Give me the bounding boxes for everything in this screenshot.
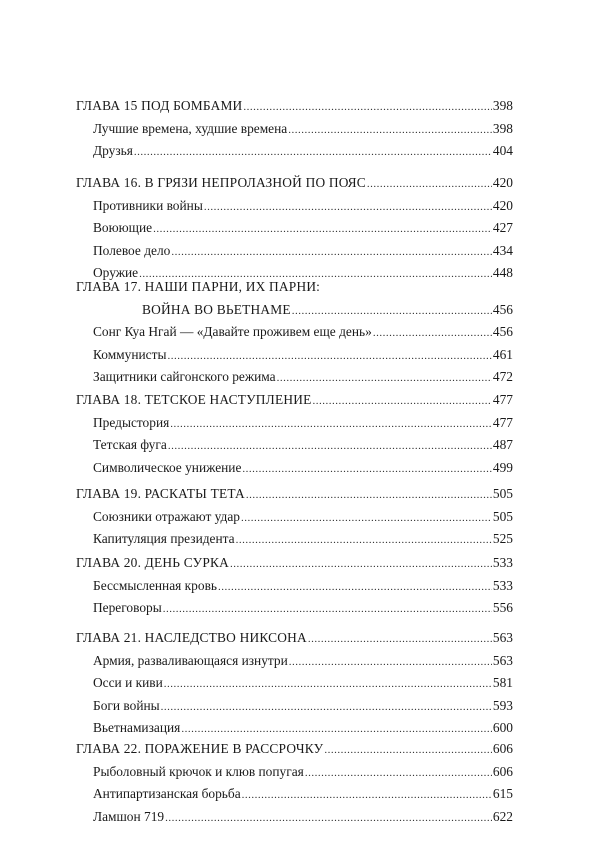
section-title: Армия, разваливающаяся изнутри	[93, 652, 288, 668]
page-number: 563	[492, 652, 513, 668]
page-number: 477	[492, 414, 513, 430]
section-entry[interactable]	[76, 366, 513, 389]
chapter-title: ГЛАВА 19. РАСКАТЫ ТЕТА	[76, 486, 245, 501]
section-title: Осси и киви	[93, 675, 163, 691]
dot-leader	[241, 506, 492, 530]
chapter-22	[76, 738, 513, 828]
dot-leader	[164, 672, 492, 696]
page-number: 420	[492, 175, 513, 190]
section-title: Вьетнамизация	[93, 720, 181, 736]
dot-leader	[373, 321, 492, 345]
section-title: Союзники отражают удар	[93, 508, 240, 524]
page-number: 606	[492, 763, 513, 779]
section-entry[interactable]	[76, 761, 513, 784]
dot-leader	[246, 483, 492, 507]
chapter-heading[interactable]	[76, 95, 513, 118]
chapter-title: ГЛАВА 18. ТЕТСКОЕ НАСТУПЛЕНИЕ	[76, 392, 312, 407]
chapter-heading[interactable]	[76, 389, 513, 412]
dot-leader	[243, 95, 491, 119]
page-number: 487	[492, 437, 513, 453]
section-entry[interactable]	[76, 783, 513, 806]
dot-leader	[312, 389, 491, 413]
chapter-15	[76, 95, 513, 163]
section-entry[interactable]	[76, 695, 513, 718]
page-number: 448	[492, 265, 513, 281]
dot-leader	[163, 597, 492, 621]
dot-leader	[230, 552, 492, 576]
page-number: 563	[492, 630, 513, 645]
section-title: Ламшон 719	[93, 808, 165, 824]
dot-leader	[171, 240, 492, 264]
section-entry[interactable]	[76, 506, 513, 529]
dot-leader	[218, 575, 492, 599]
page-number: 525	[492, 531, 513, 547]
page-number: 556	[492, 600, 513, 616]
dot-leader	[242, 457, 491, 481]
page-number: 505	[492, 508, 513, 524]
chapter-19	[76, 483, 513, 551]
page-number: 533	[492, 577, 513, 593]
page-number: 505	[492, 486, 513, 501]
chapter-title: ГЛАВА 16. В ГРЯЗИ НЕПРОЛАЗНОЙ ПО ПОЯС	[76, 175, 366, 190]
section-title: Рыболовный крючок и клюв попугая	[93, 763, 304, 779]
chapter-heading[interactable]	[76, 276, 513, 299]
chapter-20	[76, 552, 513, 620]
section-title: Противники войны	[93, 197, 203, 213]
chapter-18	[76, 389, 513, 479]
section-title: Боги войны	[93, 697, 160, 713]
section-title: Антипартизанская борьба	[93, 786, 241, 802]
section-title: Тетская фуга	[93, 437, 167, 453]
section-entry[interactable]	[76, 457, 513, 480]
dot-leader	[134, 140, 492, 164]
dot-leader	[367, 172, 492, 196]
chapter-title-continued: ВОЙНА ВО ВЬЕТНАМЕ	[142, 301, 291, 317]
section-title: Переговоры	[93, 600, 162, 616]
section-entry[interactable]	[76, 434, 513, 457]
section-entry[interactable]	[76, 412, 513, 435]
section-entry[interactable]	[76, 575, 513, 598]
section-title: Символическое унижение	[93, 459, 242, 475]
chapter-21	[76, 627, 513, 740]
dot-leader	[161, 695, 492, 719]
page-number: 398	[492, 98, 513, 113]
dot-leader	[236, 528, 492, 552]
section-entry[interactable]	[76, 240, 513, 263]
dot-leader	[324, 738, 492, 762]
section-title: Лучшие времена, худшие времена	[93, 120, 288, 136]
section-entry[interactable]	[76, 672, 513, 695]
chapter-title: ГЛАВА 17. НАШИ ПАРНИ, ИХ ПАРНИ:	[76, 279, 321, 294]
chapter-heading[interactable]	[76, 483, 513, 506]
section-entry[interactable]	[76, 806, 513, 829]
section-title: Сонг Куа Нгай — «Давайте проживем еще день»	[93, 324, 372, 340]
section-entry[interactable]	[76, 528, 513, 551]
dot-leader	[292, 299, 492, 323]
page-number: 499	[492, 459, 513, 475]
dot-leader	[165, 806, 492, 830]
dot-leader	[153, 217, 492, 241]
dot-leader	[289, 650, 492, 674]
chapter-title: ГЛАВА 21. НАСЛЕДСТВО НИКСОНА	[76, 630, 307, 645]
page-number: 420	[492, 197, 513, 213]
chapter-heading[interactable]	[76, 172, 513, 195]
dot-leader	[305, 761, 492, 785]
chapter-16	[76, 172, 513, 285]
page-number: 461	[492, 346, 513, 362]
dot-leader	[277, 366, 492, 390]
section-entry[interactable]	[76, 650, 513, 673]
chapter-17	[76, 276, 513, 389]
section-title: Оружие	[93, 265, 139, 281]
page-number: 622	[492, 808, 513, 824]
section-title: Коммунисты	[93, 346, 167, 362]
page-number: 593	[492, 697, 513, 713]
section-entry[interactable]	[76, 140, 513, 163]
page-number: 606	[492, 741, 513, 756]
dot-leader	[242, 783, 492, 807]
section-entry[interactable]	[76, 717, 513, 740]
section-title: Капитуляция президента	[93, 531, 235, 547]
chapter-heading-continued[interactable]	[76, 299, 513, 322]
chapter-heading[interactable]	[76, 552, 513, 575]
section-entry[interactable]	[76, 344, 513, 367]
chapter-title: ГЛАВА 20. ДЕНЬ СУРКА	[76, 555, 229, 570]
chapter-title: ГЛАВА 15 ПОД БОМБАМИ	[76, 98, 243, 113]
section-title: Предыстория	[93, 414, 170, 430]
page-number: 615	[492, 786, 513, 802]
page-number: 581	[492, 675, 513, 691]
page-number: 533	[492, 555, 513, 570]
section-title: Полевое дело	[93, 242, 171, 258]
page-number: 398	[492, 120, 513, 136]
section-title: Бессмысленная кровь	[93, 577, 218, 593]
page-number: 456	[492, 324, 513, 340]
page-number: 404	[492, 143, 513, 159]
page-number: 600	[492, 720, 513, 736]
page-number: 434	[492, 242, 513, 258]
section-entry[interactable]	[76, 118, 513, 141]
dot-leader	[167, 344, 491, 368]
page-number: 456	[492, 301, 513, 317]
chapter-heading[interactable]	[76, 738, 513, 761]
page-number: 477	[492, 392, 513, 407]
chapter-heading[interactable]	[76, 627, 513, 650]
section-entry[interactable]	[76, 217, 513, 240]
page-number: 472	[492, 369, 513, 385]
dot-leader	[288, 118, 492, 142]
dot-leader	[204, 195, 492, 219]
section-title: Защитники сайгонского режима	[93, 369, 276, 385]
dot-leader	[168, 434, 492, 458]
dot-leader	[308, 627, 492, 651]
section-entry[interactable]	[76, 321, 513, 344]
chapter-title: ГЛАВА 22. ПОРАЖЕНИЕ В РАССРОЧКУ	[76, 741, 324, 756]
dot-leader	[170, 412, 492, 436]
page-number: 427	[492, 220, 513, 236]
section-entry[interactable]	[76, 597, 513, 620]
section-entry[interactable]	[76, 195, 513, 218]
section-title: Друзья	[93, 143, 133, 159]
section-title: Воюющие	[93, 220, 153, 236]
